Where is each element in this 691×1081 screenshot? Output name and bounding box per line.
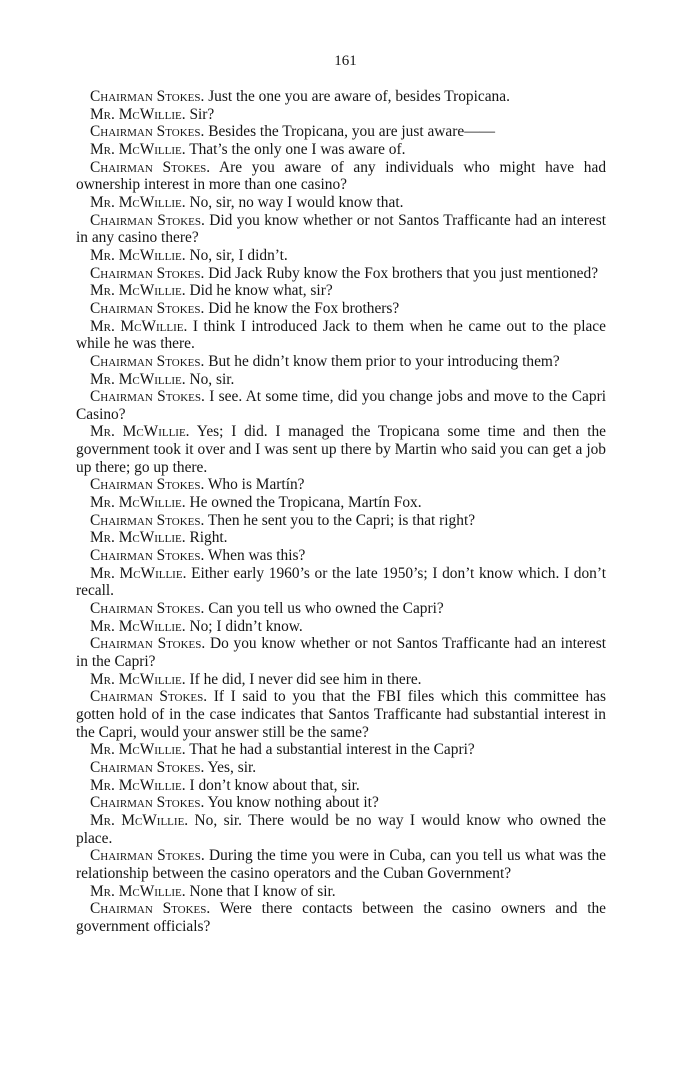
page-number: 161: [334, 53, 357, 69]
spoken-text: During the time you were in Cuba, can you tell us what was the relationship between the casino operators and the Cuban Government?: [76, 847, 607, 882]
spoken-text: Right.: [189, 529, 228, 547]
spoken-text: Besides the Tropicana, you are just aware——: [208, 123, 495, 141]
spoken-text: Just the one you are aware of, besides Tropicana.: [208, 88, 510, 105]
transcript-paragraph: [76, 671, 606, 689]
spoken-text: He owned the Tropicana, Martín Fox.: [189, 494, 422, 512]
spoken-text: None that I know of sir.: [189, 882, 336, 900]
speaker-label: Mr. McWillie.: [90, 670, 186, 688]
transcript-paragraph: [76, 600, 606, 618]
transcript-paragraph: [76, 794, 606, 812]
transcript-paragraph: [76, 212, 606, 247]
spoken-text: Do you know whether or not Santos Trafficante had an interest in the Capri?: [76, 635, 606, 670]
speaker-label: Chairman Stokes.: [90, 158, 211, 176]
transcript-paragraph: [76, 123, 606, 141]
spoken-text: Yes; I did. I managed the Tropicana some time and then the government took it over and I was sent up there by Martin who said you can get a job up there; go up there.: [76, 423, 606, 476]
transcript-paragraph: [76, 512, 606, 530]
transcript-paragraph: [76, 282, 606, 300]
speaker-label: Chairman Stokes.: [90, 299, 205, 317]
transcript-paragraph: [76, 353, 606, 371]
speaker-label: Chairman Stokes.: [90, 511, 205, 529]
speaker-label: Mr. McWillie.: [90, 617, 186, 635]
spoken-text: When was this?: [207, 547, 306, 565]
spoken-text: If I said to you that the FBI files which this committee has gotten hold of in the case indicates that Santos Trafficante had substantial interest in the Capri, would your answer still be the same?: [76, 688, 606, 741]
spoken-text: No, sir, I didn’t.: [189, 246, 288, 264]
speaker-label: Chairman Stokes.: [90, 847, 205, 865]
speaker-label: Mr. McWillie.: [90, 811, 189, 829]
spoken-text: Did you know whether or not Santos Trafficante had an interest in any casino there?: [76, 211, 606, 247]
transcript-paragraph: [76, 265, 606, 283]
speaker-label: Chairman Stokes.: [90, 264, 205, 282]
transcript-paragraph: [76, 300, 606, 318]
speaker-label: Mr. McWillie.: [90, 529, 186, 547]
spoken-text: No, sir.: [189, 370, 235, 388]
speaker-label: Chairman Stokes.: [90, 688, 208, 706]
speaker-label: Mr. McWillie.: [90, 564, 187, 582]
transcript-paragraph: [76, 741, 606, 759]
spoken-text: Did he know what, sir?: [189, 282, 333, 300]
transcript-paragraph: [76, 494, 606, 512]
transcript-paragraph: [76, 159, 606, 194]
transcript-paragraph: [76, 141, 606, 159]
speaker-label: Chairman Stokes.: [90, 758, 205, 776]
spoken-text: That’s the only one I was aware of.: [189, 140, 406, 158]
transcript-paragraph: [76, 759, 606, 777]
spoken-text: That he had a substantial interest in the Capri?: [189, 741, 475, 759]
transcript-paragraph: [76, 371, 606, 389]
spoken-text: I don’t know about that, sir.: [189, 776, 360, 794]
spoken-text: No, sir. There would be no way I would know who owned the place.: [76, 811, 606, 847]
spoken-text: Either early 1960’s or the late 1950’s; I don’t know which. I don’t recall.: [76, 564, 606, 600]
transcript-paragraph: [76, 547, 606, 565]
spoken-text: Were there contacts between the casino owners and the government officials?: [76, 900, 607, 935]
transcript-paragraph: [76, 883, 606, 901]
transcript-paragraph: [76, 812, 606, 847]
transcript-paragraph: [76, 247, 606, 265]
transcript-paragraph: [76, 318, 606, 353]
transcript-paragraph: [76, 847, 606, 882]
spoken-text: Yes, sir.: [207, 758, 257, 776]
speaker-label: Chairman Stokes.: [90, 211, 205, 229]
speaker-label: Chairman Stokes.: [90, 352, 205, 370]
transcript-paragraph: [76, 106, 606, 124]
spoken-text: Who is Martín?: [207, 476, 305, 494]
speaker-label: Mr. McWillie.: [90, 494, 186, 512]
transcript-paragraph: [76, 635, 606, 670]
spoken-text: Then he sent you to the Capri; is that right?: [207, 511, 476, 529]
speaker-label: Chairman Stokes.: [90, 794, 205, 812]
speaker-label: Mr. McWillie.: [90, 282, 186, 300]
speaker-label: Mr. McWillie.: [90, 776, 186, 794]
speaker-label: Chairman Stokes.: [90, 635, 206, 653]
transcript-paragraph: [76, 777, 606, 795]
speaker-label: Mr. McWillie.: [90, 882, 186, 900]
spoken-text: Sir?: [189, 105, 215, 123]
speaker-label: Mr. McWillie.: [90, 140, 186, 158]
transcript-paragraph: [76, 423, 606, 476]
speaker-label: Mr. McWillie.: [90, 193, 186, 211]
speaker-label: Chairman Stokes.: [90, 600, 205, 618]
transcript-paragraph: [76, 88, 606, 106]
spoken-text: I think I introduced Jack to them when he came out to the place while he was there.: [76, 317, 606, 353]
spoken-text: Did he know the Fox brothers?: [208, 299, 400, 317]
speaker-label: Chairman Stokes.: [90, 123, 205, 141]
speaker-label: Chairman Stokes.: [90, 900, 211, 918]
transcript-paragraph: [76, 900, 606, 935]
spoken-text: Are you aware of any individuals who might have had ownership interest in more than one casino?: [76, 158, 607, 194]
spoken-text: If he did, I never did see him in there.: [189, 670, 422, 688]
speaker-label: Mr. McWillie.: [90, 741, 186, 759]
spoken-text: You know nothing about it?: [207, 794, 379, 812]
speaker-label: Chairman Stokes.: [90, 88, 205, 105]
transcript-paragraph: [76, 618, 606, 636]
spoken-text: I see. At some time, did you change jobs and move to the Capri Casino?: [76, 388, 606, 423]
speaker-label: Mr. McWillie.: [90, 105, 186, 123]
speaker-label: Mr. McWillie.: [90, 423, 190, 441]
speaker-label: Chairman Stokes.: [90, 547, 205, 565]
spoken-text: But he didn’t know them prior to your introducing them?: [208, 352, 560, 370]
transcript-paragraph: [76, 476, 606, 494]
speaker-label: Chairman Stokes.: [90, 476, 205, 494]
transcript-paragraph: [76, 688, 606, 741]
speaker-label: Mr. McWillie.: [90, 317, 188, 335]
transcript-paragraph: [76, 194, 606, 212]
transcript-paragraph: [76, 565, 606, 600]
transcript-body: [76, 88, 606, 936]
spoken-text: No, sir, no way I would know that.: [189, 193, 404, 211]
spoken-text: Did Jack Ruby know the Fox brothers that you just mentioned?: [208, 264, 599, 282]
speaker-label: Mr. McWillie.: [90, 370, 186, 388]
transcript-paragraph: [76, 388, 606, 423]
spoken-text: No; I didn’t know.: [189, 617, 303, 635]
speaker-label: Chairman Stokes.: [90, 388, 205, 406]
spoken-text: Can you tell us who owned the Capri?: [208, 600, 444, 618]
transcript-paragraph: [76, 529, 606, 547]
speaker-label: Mr. McWillie.: [90, 246, 186, 264]
